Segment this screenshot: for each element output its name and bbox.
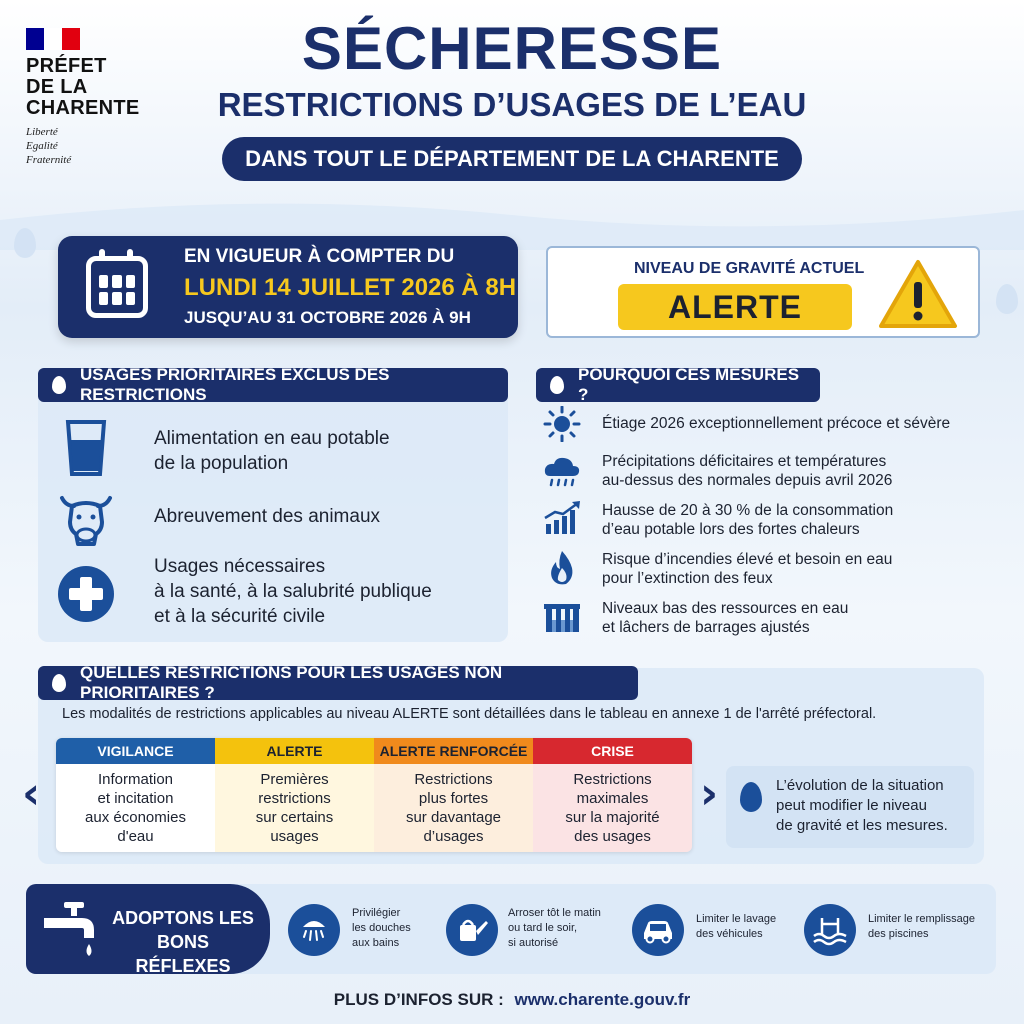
calendar-icon (86, 256, 148, 318)
reason-text-line: Niveaux bas des ressources en eau (602, 600, 849, 617)
water-drop-icon (740, 782, 762, 812)
priority-item (56, 488, 116, 548)
reason-text (602, 550, 892, 588)
reasons-heading (536, 365, 820, 404)
reason-text-line: d’eau potable lors des fortes chaleurs (602, 521, 860, 538)
priority-item-text (154, 554, 432, 629)
chevron-left-icon: ‹ (22, 768, 41, 819)
restrictions-heading (38, 663, 638, 702)
priority-text-line: à la santé, à la salubrité publique (154, 581, 432, 602)
reflexes-title: ADOPTONS LES BONS RÉFLEXES (112, 908, 254, 976)
dam-icon (542, 598, 582, 634)
level-vigilance (56, 738, 215, 852)
priority-item-text (154, 504, 380, 529)
reflex-text: Arroser tôt le matin ou tard le soir, si autorisé (508, 907, 601, 949)
level-name: CRISE (533, 738, 692, 764)
priority-text-line: de la population (154, 453, 289, 474)
level-crise (533, 738, 692, 852)
water-drop-icon (550, 376, 564, 394)
date-start-label: EN VIGUEUR À COMPTER DU (184, 246, 455, 267)
reason-text (602, 414, 950, 433)
level-alerte (215, 738, 374, 852)
car-icon (632, 904, 684, 956)
scope-banner: DANS TOUT LE DÉPARTEMENT DE LA CHARENTE (222, 137, 802, 181)
reason-text (602, 452, 892, 490)
medical-cross-icon (56, 564, 116, 624)
water-drop-icon (52, 376, 66, 394)
reason-text-line: et lâchers de barrages ajustés (602, 619, 810, 636)
devise-line: Egalité (26, 140, 58, 152)
pool-icon (804, 904, 856, 956)
reason-text-line: Étiage 2026 exceptionnellement précoce et sévère (602, 415, 951, 432)
prefet-line: DE LA (26, 76, 88, 98)
watering-can-icon (446, 904, 498, 956)
restrictions-intro: Les modalités de restrictions applicables au niveau ALERTE sont détaillées dans le tableau en annexe 1 de l'arrêté préfectoral. (62, 706, 877, 722)
reason-text-line: Précipitations déficitaires et températures (602, 453, 887, 470)
reflexes-heading (26, 884, 270, 974)
level-alerte-renforcee (374, 738, 533, 852)
warning-icon (878, 258, 958, 330)
water-drop-icon (52, 674, 66, 692)
restrictions-heading-text: QUELLES RESTRICTIONS POUR LES USAGES NON PRIORITAIRES ? (80, 663, 503, 702)
rising-chart-icon (542, 500, 582, 536)
reflex-text: Limiter le lavage des véhicules (696, 913, 777, 940)
evolution-note (726, 766, 974, 848)
water-tap-icon (42, 898, 106, 960)
reason-text (602, 599, 848, 637)
priority-heading-text: USAGES PRIORITAIRES EXCLUS DES RESTRICTIONS (80, 365, 390, 404)
priority-text-line: Usages nécessaires (154, 556, 326, 577)
level-name: ALERTE (215, 738, 374, 764)
sun-icon (542, 406, 582, 442)
reason-text-line: Risque d’incendies élevé et besoin en eau (602, 551, 893, 568)
reflex-text: Privilégier les douches aux bains (352, 907, 411, 949)
priority-item-text (154, 426, 390, 476)
reason-text-line: Hausse de 20 à 30 % de la consommation (602, 502, 894, 519)
priority-text-line: Abreuvement des animaux (154, 506, 381, 527)
priority-text-line: et à la sécurité civile (154, 606, 326, 627)
evolution-text: L’évolution de la situation peut modifier le niveau de gravité et les mesures. (776, 777, 948, 834)
level-name: VIGILANCE (56, 738, 215, 764)
gravity-value: ALERTE (618, 284, 852, 330)
shower-icon (288, 904, 340, 956)
devise-line: Liberté (26, 126, 58, 138)
page-title: SÉCHERESSE (301, 15, 723, 82)
level-description: Information et incitation aux économies d'eau (56, 764, 215, 852)
date-end: JUSQU’AU 31 OCTOBRE 2026 À 9H (184, 308, 471, 327)
level-description: Premières restrictions sur certains usages (215, 764, 374, 852)
priority-heading (38, 365, 508, 404)
reasons-heading-text: POURQUOI CES MESURES ? (578, 365, 800, 404)
footer-label: PLUS D’INFOS SUR : (333, 990, 504, 1009)
level-description: Restrictions maximales sur la majorité des usages (533, 764, 692, 852)
validity-dates (58, 236, 518, 338)
reason-text-line: au-dessus des normales depuis avril 2026 (602, 472, 893, 489)
water-drop-decoration (14, 228, 36, 258)
devise-line: Fraternité (26, 154, 72, 166)
page-subtitle: RESTRICTIONS D’USAGES DE L’EAU (217, 86, 807, 123)
prefet-line: CHARENTE (26, 97, 140, 119)
rain-cloud-icon (542, 454, 582, 490)
website-link[interactable]: www.charente.gouv.fr (514, 990, 691, 1009)
reason-text-line: pour l’extinction des feux (602, 570, 773, 587)
fire-icon (542, 550, 582, 586)
level-description: Restrictions plus fortes sur davantage d’usages (374, 764, 533, 852)
gravity-levels-table (56, 738, 692, 852)
level-name: ALERTE RENFORCÉE (374, 738, 533, 764)
priority-item (56, 564, 116, 624)
gravity-label: NIVEAU DE GRAVITÉ ACTUEL (634, 260, 865, 277)
prefet-line: PRÉFET (26, 55, 107, 77)
water-drop-decoration (996, 284, 1018, 314)
reflex-text: Limiter le remplissage des piscines (868, 913, 975, 940)
water-glass-icon (56, 418, 116, 478)
gravity-level-box (546, 246, 980, 338)
devise (26, 125, 156, 167)
date-start: LUNDI 14 JUILLET 2026 À 8H (184, 274, 517, 301)
priority-text-line: Alimentation en eau potable (154, 428, 390, 449)
priority-item (56, 418, 116, 478)
reason-text (602, 501, 893, 539)
cow-icon (56, 488, 116, 548)
footer (0, 990, 1024, 1010)
chevron-right-icon: › (700, 768, 719, 819)
